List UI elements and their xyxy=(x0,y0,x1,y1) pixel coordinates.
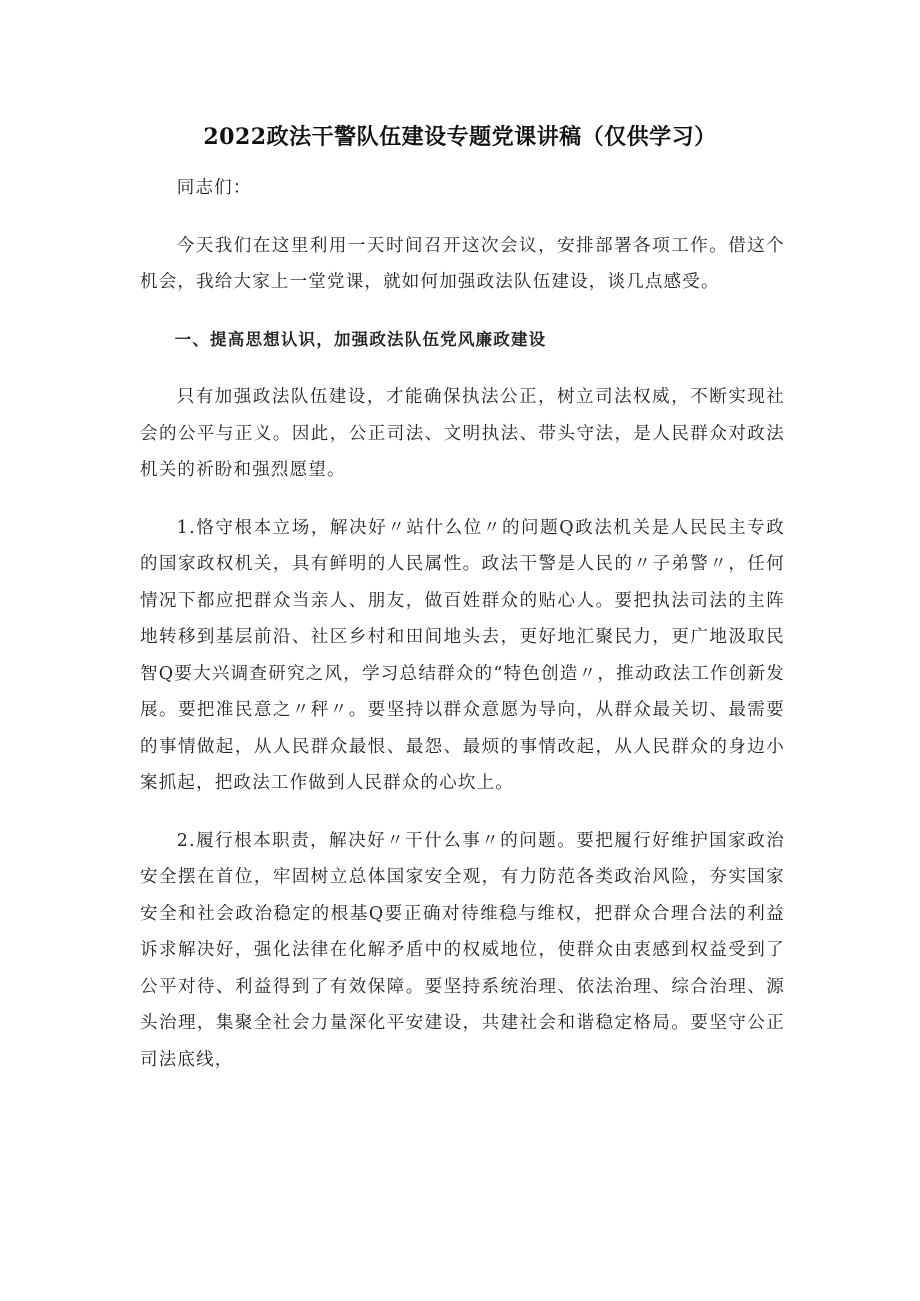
section-heading: 一、提高思想认识，加强政法队伍党风廉政建设 xyxy=(174,329,547,349)
document-title: 2022政法干警队伍建设专题党课讲稿（仅供学习） xyxy=(203,124,717,150)
section-paragraph: 2.履行根本职责，解决好〃干什么事〃的问题。要把履行好维护国家政治安全摆在首位，牢固树立总体国家安全观，有力防范各类政治风险，夯实国家安全和社会政治稳定的根基Q要正确对待维稳与维权，把群众合理合法的利益诉求解决好，强化法律在化解矛盾中的权威地位，使群众由衷感到权益受到了公平对待、利益得到了有效保障。要坚持系统治理、依法治理、综合治理、源头治理，集聚全社会力量深化平安建设，共建社会和谐稳定格局。要坚守公正司法底线， xyxy=(140,830,785,1070)
document-body xyxy=(140,170,785,1099)
section-paragraph: 只有加强政法队伍建设，才能确保执法公正，树立司法权威，不断实现社会的公平与正义。因此，公正司法、文明执法、带头守法，是人民群众对政法机关的祈盼和强烈愿望。 xyxy=(140,387,785,480)
greeting: 同志们： xyxy=(176,178,252,198)
section-paragraph: 1.恪守根本立场，解决好〃站什么位〃的问题Q政法机关是人民民主专政的国家政权机关，具有鲜明的人民属性。政法干警是人民的〃子弟警〃，任何情况下都应把群众当亲人、朋友，做百姓群众的贴心人。要把执法司法的主阵地转移到基层前沿、社区乡村和田间地头去，更好地汇聚民力，更广地汲取民智Q要大兴调查研究之风，学习总结群众的“特色创造〃，推动政法工作创新发展。要把准民意之〃秤〃。要坚持以群众意愿为导向，从群众最关切、最需要的事情做起，从人民群众最恨、最怨、最烦的事情改起，从人民群众的身边小案抓起，把政法工作做到人民群众的心坎上。 xyxy=(140,517,785,793)
intro-paragraph: 今天我们在这里利用一天时间召开这次会议，安排部署各项工作。借这个机会，我给大家上一堂党课，就如何加强政法队伍建设，谈几点感受。 xyxy=(140,235,785,292)
